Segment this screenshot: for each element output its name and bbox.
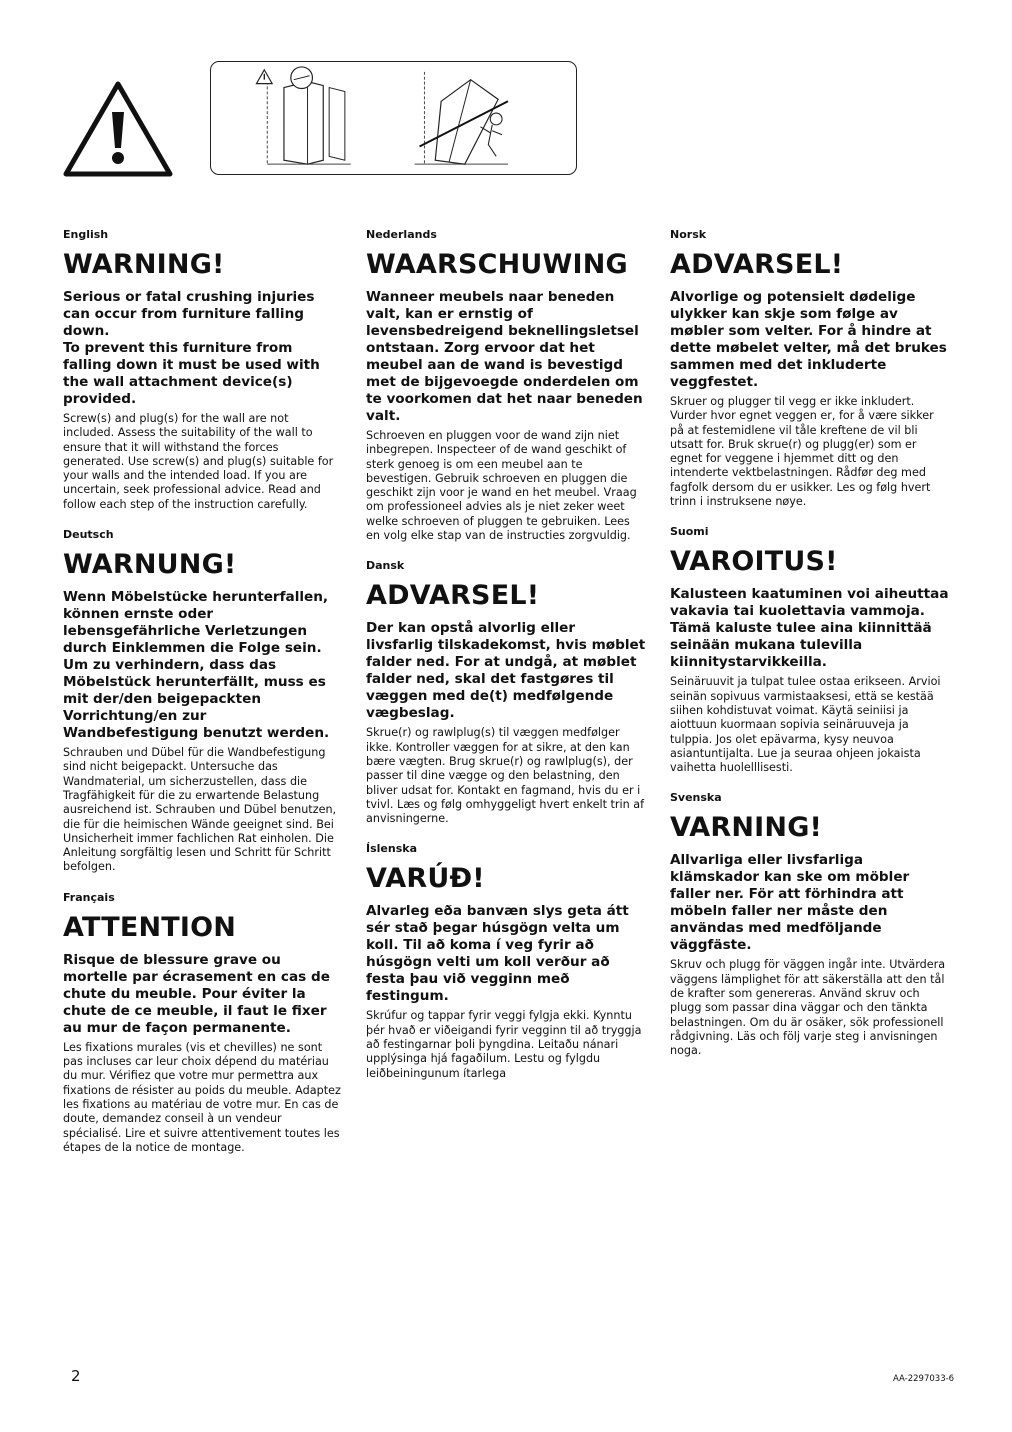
warning-section-islenska: [366, 842, 646, 1080]
warning-triangle-icon: [60, 78, 176, 180]
warning-lead: Risque de blessure grave ou mortelle par écrasement en cas de chute du meuble. Pour éviter la chute de ce meuble, il faut le fixer au mur de façon permanente.: [63, 951, 330, 1036]
warning-body: Skruv och plugg för väggen ingår inte. Utvärdera väggens lämplighet för att säkerställa att den tål de krafter som genereras. Använd skruv och plugg som passar dina väggar och den tänkta belastningen. Om du är osäker, sök professionell rådgivning. Läs och följ varje steg i anvisningen noga.: [670, 958, 946, 1058]
warning-section-dansk: [366, 559, 646, 826]
warning-lead: Wanneer meubels naar beneden valt, kan er ernstig of levensbedreigend beknellingsletsel ontstaan. Zorg ervoor dat het meubel aan de wand is bevestigd met de bijgevoegde onderdelen om te voorkomen dat het naar beneden valt.: [366, 289, 643, 424]
language-label: Dansk: [366, 559, 405, 573]
warning-lead: Allvarliga eller livsfarliga klämskador kan ske om möbler faller ner. För att förhindra att möbeln faller ner måste den användas med medföljande väggfäste.: [670, 852, 910, 954]
furniture-tip-over-illustration: [210, 61, 577, 175]
document-code: AA-2297033-6: [893, 1374, 955, 1384]
warning-section-deutsch: [63, 528, 343, 875]
warning-body: Schroeven en pluggen voor de wand zijn niet inbegrepen. Inspecteer of de wand geschikt of sterk genoeg is om een meubel aan te bevestigen. Gebruik schroeven en pluggen die geschikt zijn voor je wand en het meubel. Vraag om professioneel advies als je niet zeker weet welke schroeven of pluggen te gebruiken. Lees en volg elke stap van de instructies zorgvuldig.: [366, 429, 637, 543]
header-illustrations: [0, 0, 1012, 200]
warning-body: Skruer og plugger til vegg er ikke inkludert. Vurder hvor egnet veggen er, for å være sikker på at festemidlene vil tåle kreftene de vil bli utsatt for. Bruk skrue(r) og plugg(er) som er egnet for veggene i hjemmet ditt og den intenderte vektbelastningen. Rådfør deg med fagfolk dersom du er usikker. Les og følg hvert trinn i instruksene nøye.: [670, 395, 934, 509]
column-right: [670, 228, 950, 1075]
warning-heading: WARNUNG!: [63, 549, 237, 581]
warning-lead: Alvorlige og potensielt dødelige ulykker kan skje som følge av møbler som velter. For å hindre at dette møbelet velter, må det brukes sammen med det inkluderte veggfestet.: [670, 289, 947, 390]
warning-heading: WARNING!: [63, 249, 225, 280]
warning-lead: Wenn Möbelstücke herunterfallen, können ernste oder lebensgefährliche Verletzungen durch Einklemmen die Folge sein. Um zu verhindern, dass das Möbelstück herunterfällt, muss es mit der/den beigepackten Vorrichtung/en zur Wandbefestigung benutzt werden.: [63, 589, 330, 742]
tip-over-drawing: [211, 62, 576, 174]
warning-body: Screw(s) and plug(s) for the wall are not included. Assess the suitability of the wall to ensure that it will withstand the forces generated. Use screw(s) and plug(s) suitable for your walls and the intended load. If you are uncertain, seek professional advice. Read and follow each step of the instruction carefully.: [63, 412, 334, 511]
warning-lead: Der kan opstå alvorlig eller livsfarlig tilskadekomst, hvis møblet falder ned. For at undgå, at møblet falder ned, skal det fastgøres til væggen med de(t) medfølgende vægbeslag.: [366, 620, 646, 722]
warning-section-nederlands: [366, 228, 646, 543]
language-label: Deutsch: [63, 528, 114, 542]
language-label: Suomi: [670, 525, 709, 539]
warning-section-svenska: [670, 791, 950, 1058]
column-left: [63, 228, 343, 1171]
warning-heading: VAROITUS!: [670, 546, 838, 578]
warning-lead: Serious or fatal crushing injuries can occur from furniture falling down. To prevent this furniture from falling down it must be used with the wall attachment device(s) provided.: [63, 289, 320, 407]
language-label: English: [63, 228, 109, 241]
warning-body: Skrue(r) og rawlplug(s) til væggen medfølger ikke. Kontroller væggen for at sikre, at den kan bære vægten. Brug skrue(r) og rawlplug(s), der passer til dine vægge og den belastning, den bliver udsat for. Kontakt en fagmand, hvis du er i tvivl. Læs og følg omhyggeligt hvert enkelt trin af anvisningerne.: [366, 726, 645, 826]
language-label: Norsk: [670, 228, 707, 241]
warning-heading: ADVARSEL!: [670, 249, 844, 280]
warning-lead: Kalusteen kaatuminen voi aiheuttaa vakavia tai kuolettavia vammoja. Tämä kaluste tulee aina kiinnittää seinään mukana tulevilla kiinnitystarvikkeilla.: [670, 586, 949, 671]
language-label: Français: [63, 890, 115, 904]
language-label: Nederlands: [366, 228, 437, 241]
language-label: Íslenska: [366, 842, 417, 856]
language-label: Svenska: [670, 791, 722, 805]
warning-body: Schrauben und Dübel für die Wandbefestigung sind nicht beigepackt. Untersuche das Wandmaterial, um sicherzustellen, dass die Tragfähigkeit für die zu erwartende Belastung ausreichend ist. Schrauben und Dübel benutzen, die für die heimischen Wände geeignet sind. Bei Unsicherheit immer fachlichen Rat einholen. Die Anleitung sorgfältig lesen und Schritt für Schritt befolgen.: [63, 746, 337, 874]
column-middle: [366, 228, 646, 1097]
warning-heading: VARNING!: [670, 812, 823, 844]
warning-body: Seinäruuvit ja tulpat tulee ostaa erikseen. Arvioi seinän sopivuus varmistaaksesi, että se kestää siihen kohdistuvat voimat. Käytä seiniisi ja aiottuun kuormaan sopivia seinäruuveja ja tulppia. Jos olet epävarma, kysy neuvoa asiantuntijalta. Lue ja seuraa ohjeen jokaista vaihetta huolelllisesti.: [670, 675, 941, 775]
page-number: 2: [71, 1367, 81, 1385]
warning-heading: ADVARSEL!: [366, 580, 540, 612]
warning-heading: ATTENTION: [63, 911, 237, 943]
warning-body: Les fixations murales (vis et chevilles) ne sont pas incluses car leur choix dépend du matériau du mur. Vérifiez que votre mur permettra aux fixations de résister au poids du meuble. Adaptez les fixations au matériau de votre mur. En cas de doute, demandez conseil à un vendeur spécialisé. Lire et suivre attentivement toutes les étapes de la notice de montage.: [63, 1040, 341, 1154]
warning-heading: VARÚÐ!: [366, 863, 485, 895]
warning-section-francais: [63, 891, 343, 1155]
warning-section-norsk: [670, 228, 950, 509]
warning-section-suomi: [670, 525, 950, 775]
warning-heading: WAARSCHUWING: [366, 249, 628, 280]
warning-section-english: [63, 228, 343, 512]
warning-body: Skrúfur og tappar fyrir veggi fylgja ekki. Kynntu þér hvað er viðeigandi fyrir vegginn til að tryggja að festingarnar þoli þyngdina. Leitaðu nánari upplýsinga hjá fagaðilum. Lestu og fylgdu leiðbeiningunum ítarlega: [366, 1009, 642, 1080]
warning-lead: Alvarleg eða banvæn slys geta átt sér stað þegar húsgögn velta um koll. Til að koma í veg fyrir að húsgögn velti um koll verður að festa þau við vegginn með festingum.: [366, 903, 629, 1005]
